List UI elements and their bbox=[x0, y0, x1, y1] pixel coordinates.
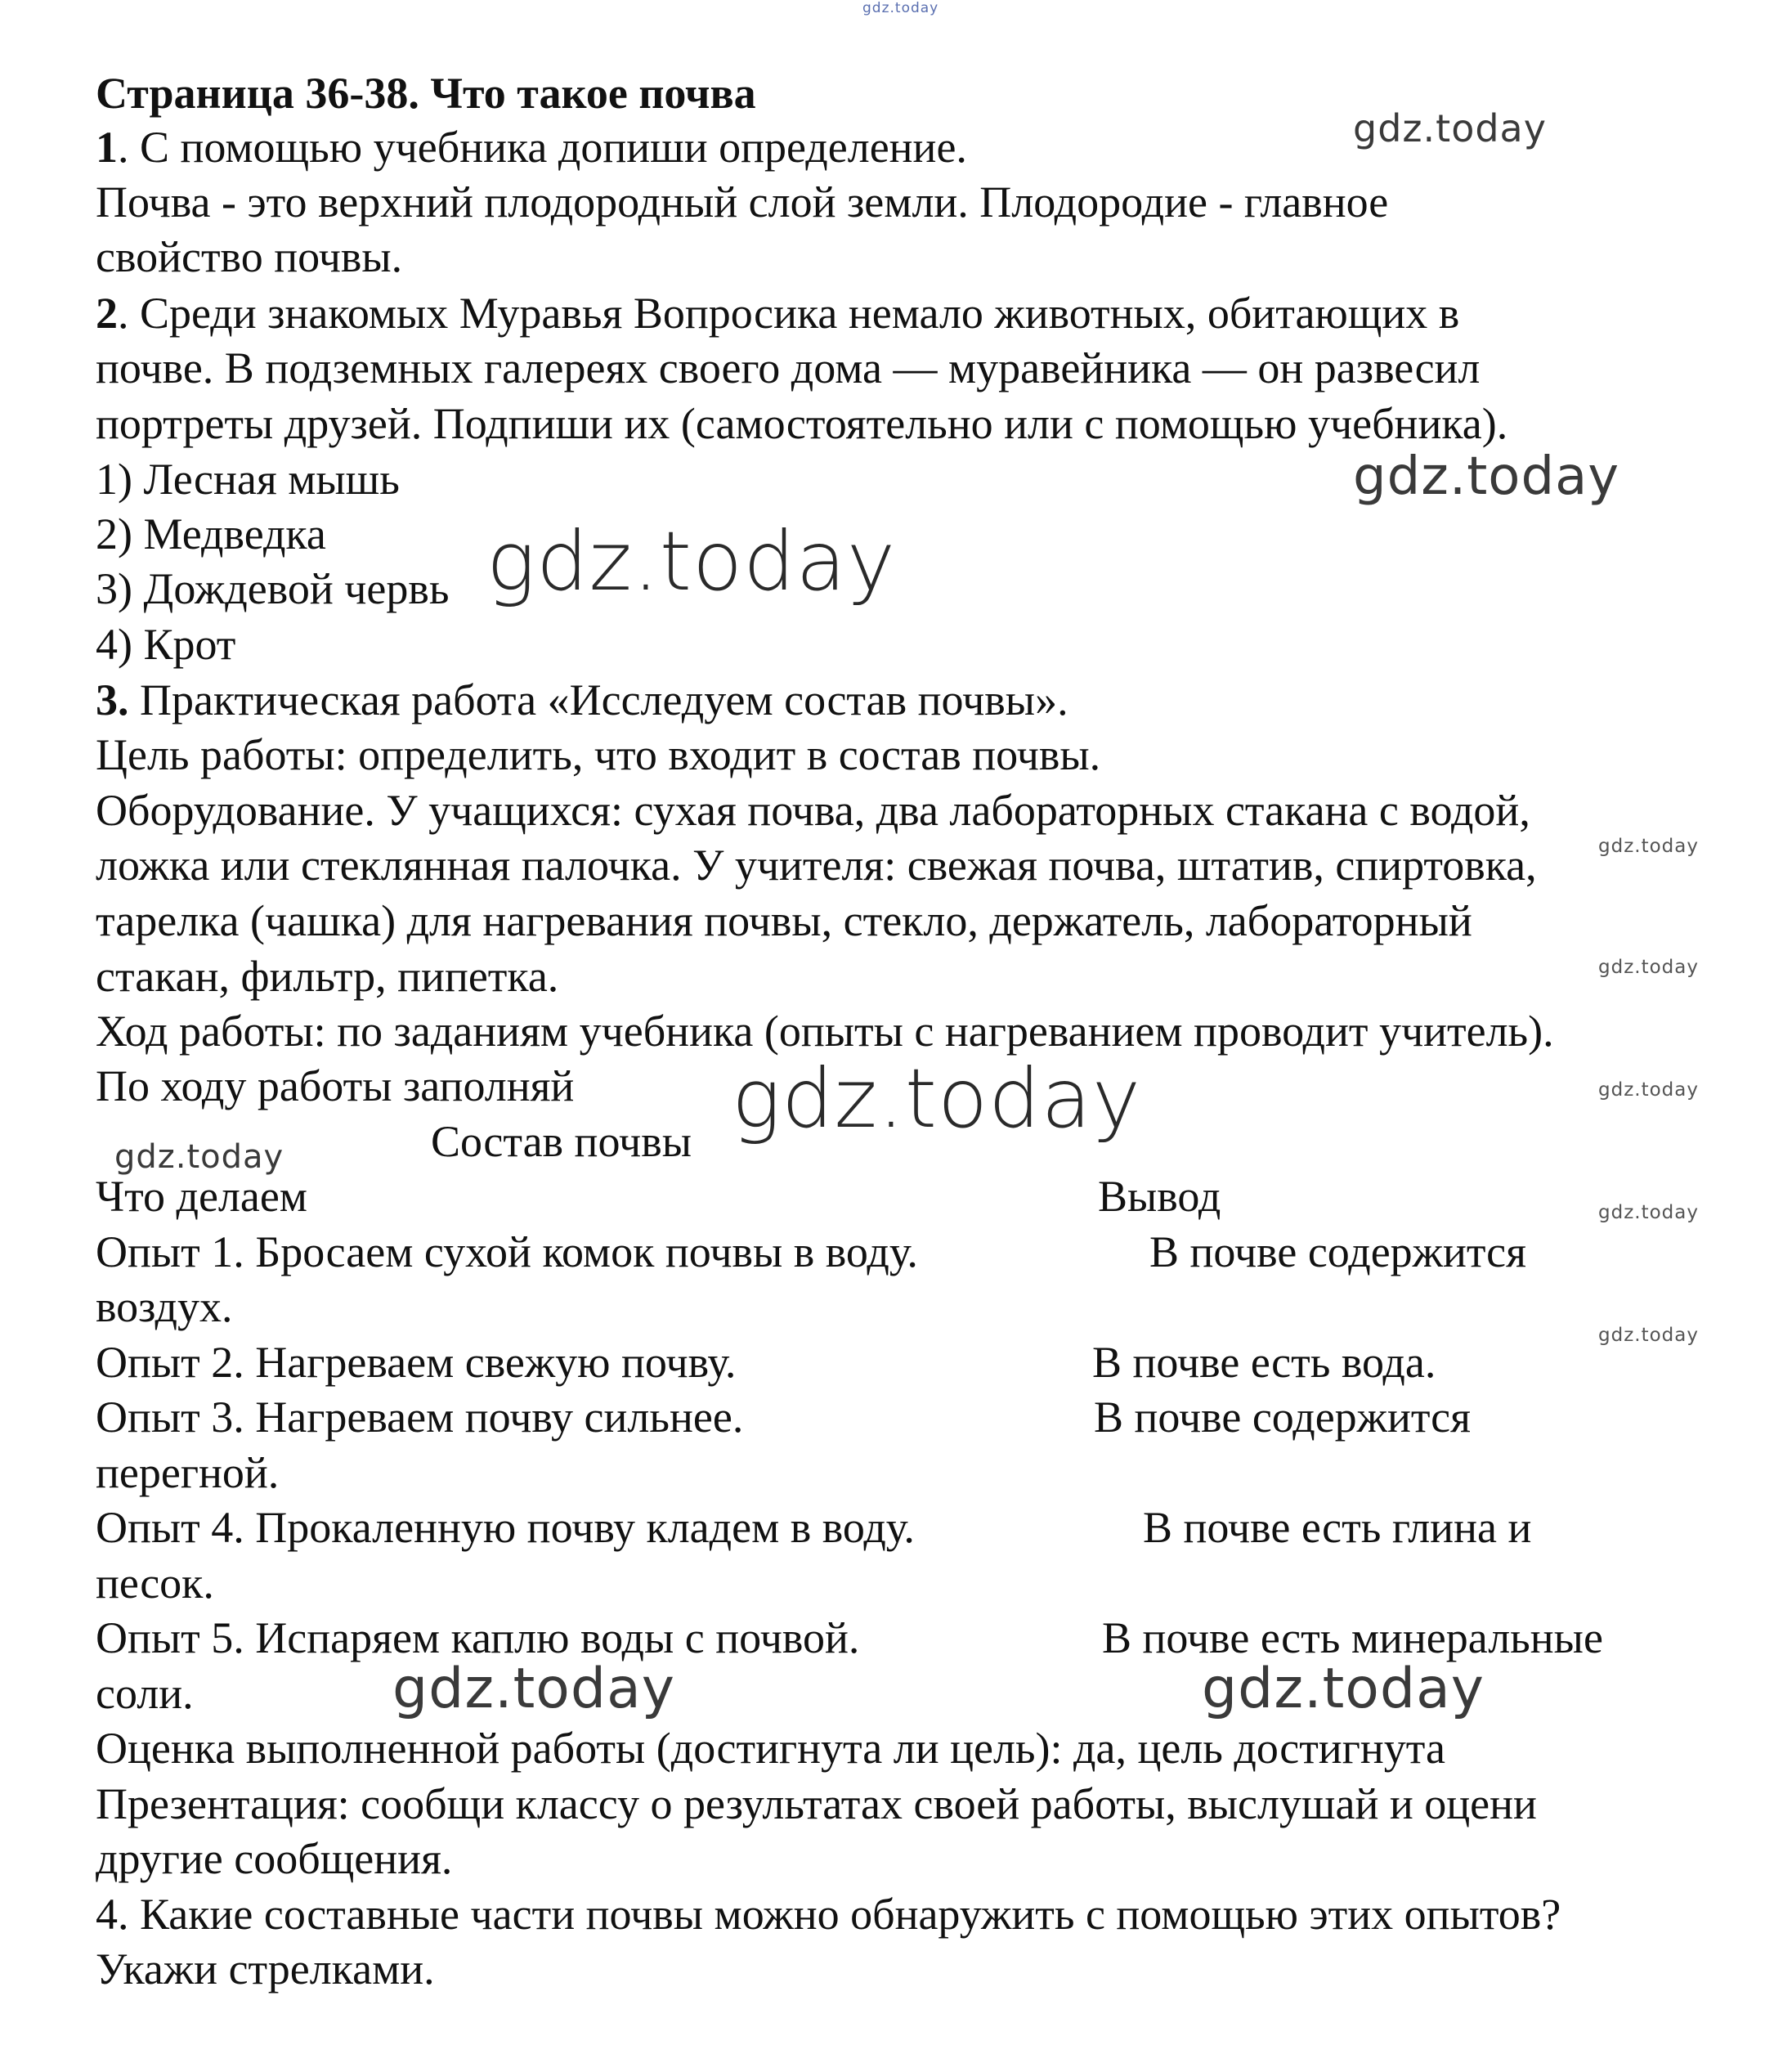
q3-equipment-line: стакан, фильтр, пипетка. bbox=[96, 952, 559, 1001]
q1-number: 1 bbox=[96, 123, 118, 172]
q3-presentation-line: Презентация: сообщи классу о результатах своей работы, выслушай и оцени bbox=[96, 1779, 1537, 1828]
watermark: gdz.today bbox=[1353, 446, 1620, 507]
q1-answer-line: Почва - это верхний плодородный слой земли. Плодородие - главное bbox=[96, 177, 1389, 226]
experiment-result: В почве содержится bbox=[1149, 1227, 1526, 1276]
q3-number: 3. bbox=[96, 675, 129, 724]
q1-text: . С помощью учебника допиши определение. bbox=[118, 123, 967, 172]
experiment-result-cont: песок. bbox=[96, 1558, 214, 1608]
q2-answer: 3) Дождевой червь bbox=[96, 564, 450, 613]
col-header-action: Что делаем bbox=[96, 1172, 307, 1221]
table-title: Состав почвы bbox=[431, 1117, 692, 1166]
watermark: gdz.today bbox=[1353, 106, 1547, 150]
q4-line: 4. Какие составные части почвы можно обнаружить с помощью этих опытов? bbox=[96, 1890, 1561, 1939]
q3-equipment-line: ложка или стеклянная палочка. У учителя: свежая почва, штатив, спиртовка, bbox=[96, 841, 1537, 890]
q3-equipment-line: тарелка (чашка) для нагревания почвы, стекло, держатель, лабораторный bbox=[96, 896, 1472, 945]
experiment-result-cont: воздух. bbox=[96, 1282, 233, 1331]
experiment-action: Опыт 2. Нагреваем свежую почву. bbox=[96, 1338, 737, 1387]
experiment-action: Опыт 5. Испаряем каплю воды с почвой. bbox=[96, 1613, 860, 1662]
col-header-result: Вывод bbox=[1098, 1172, 1221, 1221]
watermark: gdz.today bbox=[1598, 836, 1699, 857]
q2-number: 2 bbox=[96, 289, 118, 338]
q2-prompt bbox=[96, 285, 1459, 341]
q3-procedure-line: По ходу работы заполняй bbox=[96, 1061, 575, 1110]
watermark: gdz.today bbox=[1202, 1657, 1485, 1721]
experiment-action: Опыт 4. Прокаленную почву кладем в воду. bbox=[96, 1503, 915, 1552]
watermark: gdz.today bbox=[392, 1657, 675, 1721]
q1-prompt bbox=[96, 119, 967, 175]
experiment-result-cont: соли. bbox=[96, 1669, 194, 1718]
q3-title-text: Практическая работа «Исследуем состав почвы». bbox=[128, 675, 1068, 724]
q1-answer-line: свойство почвы. bbox=[96, 232, 403, 281]
watermark-top: gdz.today bbox=[862, 0, 939, 16]
experiment-action: Опыт 1. Бросаем сухой комок почвы в воду. bbox=[96, 1227, 918, 1276]
q2-text-line: почве. В подземных галереях своего дома — муравейника — он развесил bbox=[96, 343, 1481, 392]
experiment-result-cont: перегной. bbox=[96, 1448, 280, 1497]
watermark: gdz.today bbox=[114, 1138, 284, 1176]
experiment-action: Опыт 3. Нагреваем почву сильнее. bbox=[96, 1393, 744, 1442]
q3-evaluation: Оценка выполненной работы (достигнута ли цель): да, цель достигнута bbox=[96, 1724, 1445, 1773]
experiment-result: В почве содержится bbox=[1094, 1393, 1471, 1442]
experiment-result: В почве есть глина и bbox=[1143, 1503, 1532, 1552]
watermark: gdz.today bbox=[1598, 1202, 1699, 1223]
experiment-result: В почве есть вода. bbox=[1092, 1338, 1436, 1387]
q2-text-line: портреты друзей. Подпиши их (самостоятельно или с помощью учебника). bbox=[96, 399, 1508, 448]
q2-answer: 4) Крот bbox=[96, 620, 236, 669]
q3-title bbox=[96, 672, 1068, 728]
experiment-result: В почве есть минеральные bbox=[1102, 1613, 1603, 1662]
page-title: Страница 36-38. Что такое почва bbox=[96, 69, 756, 118]
watermark: gdz.today bbox=[1598, 1079, 1699, 1101]
q3-equipment-line: Оборудование. У учащихся: сухая почва, два лабораторных стакана с водой, bbox=[96, 786, 1530, 835]
watermark: gdz.today bbox=[1598, 1325, 1699, 1346]
q3-goal: Цель работы: определить, что входит в состав почвы. bbox=[96, 730, 1101, 779]
watermark: gdz.today bbox=[1598, 957, 1699, 978]
q2-answer: 1) Лесная мышь bbox=[96, 455, 400, 504]
watermark: gdz.today bbox=[486, 514, 897, 609]
q4-line: Укажи стрелками. bbox=[96, 1944, 435, 1994]
q3-procedure-line: Ход работы: по заданиям учебника (опыты с нагреванием проводит учитель). bbox=[96, 1007, 1554, 1056]
q2-text: . Среди знакомых Муравья Вопросика немало животных, обитающих в bbox=[118, 289, 1460, 338]
q3-presentation-line: другие сообщения. bbox=[96, 1834, 453, 1883]
watermark: gdz.today bbox=[732, 1051, 1142, 1146]
q2-answer: 2) Медведка bbox=[96, 509, 326, 558]
